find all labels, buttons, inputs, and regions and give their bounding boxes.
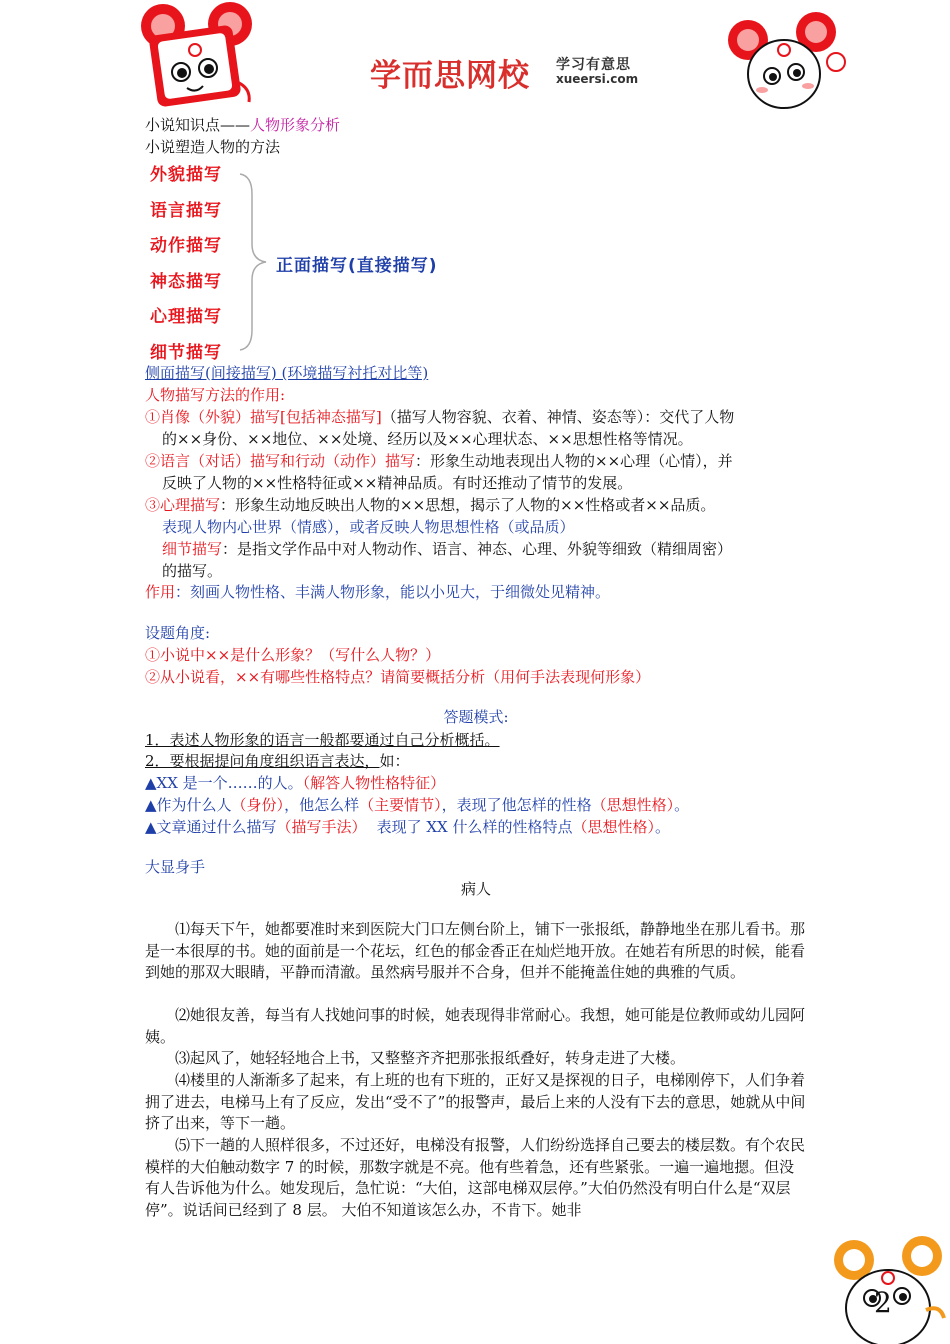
method-action: 动作描写 <box>150 236 222 256</box>
function-detail-cont: 的描写。 <box>162 562 223 580</box>
brace-icon <box>236 172 276 352</box>
functions-heading: 人物描写方法的作用: <box>145 386 286 404</box>
method-expression: 神态描写 <box>150 272 222 292</box>
mascot-right-icon <box>718 10 853 115</box>
story-paragraph-3: ⑶起风了，她轻轻地合上书，又整整齐齐把那张报纸叠好，转身走进了大楼。 <box>175 1049 686 1067</box>
answer-template-2: ▲作为什么人（身份），他怎么样（主要情节），表现了他怎样的性格（思想性格）。 <box>145 796 690 814</box>
questions-heading: 设题角度: <box>145 624 211 642</box>
answer-heading: 答题模式: <box>443 708 509 726</box>
answer-template-1: ▲XX 是一个……的人。（解答人物性格特征） <box>145 774 446 792</box>
story-paragraph-5: ⑸下一趟的人照样很多，不过还好，电梯没有报警，人们纷纷选择自己要去的楼层数。有个农民模样的大伯触动数字 7 的时候，那数字就是不亮。他有些着急，还有些紧张。一遍一遍地摁。但没有人告诉他为什么。她发现后，急忙说：“大伯，这部电梯双层停。”大伯仍然没有明白什么是“双层停”。说话间已经到了 8 层。 大伯不知道该怎么办，不肯下。她非 <box>145 1136 806 1219</box>
brand-slogan: 学习有意思 <box>556 57 631 73</box>
story-paragraph-4: ⑷楼里的人渐渐多了起来，有上班的也有下班的，正好又是探视的日子，电梯刚停下，人们争着拥了进去，电梯马上有了反应，发出“受不了”的报警声，最后上来的人没有下去的意思，她就从中间挤了出来，等下一趟。 <box>145 1071 806 1132</box>
function-psychology-note: 表现人物内心世界（情感），或者反映人物思想性格（或品质） <box>162 518 575 536</box>
story-paragraph-1: ⑴每天下午，她都要准时来到医院大门口左侧台阶上，铺下一张报纸，静静地坐在那儿看书。那是一本很厚的书。她的面前是一个花坛，红色的郁金香正在灿烂地开放。在她若有所思的时候，能看到她的那双大眼睛，平静而清澈。虽然病号服并不合身，但并不能掩盖住她的典雅的气质。 <box>145 920 806 981</box>
method-detail: 细节描写 <box>150 343 222 363</box>
story-title: 病人 <box>460 880 491 898</box>
practice-heading: 大显身手 <box>145 858 206 876</box>
method-psychology: 心理描写 <box>150 307 222 327</box>
methods-title: 小说塑造人物的方法 <box>145 138 281 156</box>
function-portrait-cont: 的××身份、××地位、××处境、经历以及××心理状态、××思想性格等情况。 <box>162 430 693 448</box>
method-appearance: 外貌描写 <box>150 165 222 185</box>
page-number: 2 <box>874 1286 892 1319</box>
topic-line: 小说知识点——人物形象分析 <box>145 116 341 134</box>
answer-template-3: ▲文章通过什么描写（描写手法） 表现了 XX 什么样的性格特点（思想性格）。 <box>145 818 670 836</box>
brand-logo <box>370 50 639 94</box>
topic-highlight: 人物形象分析 <box>250 116 341 134</box>
function-detail: 细节描写：是指文学作品中对人物动作、语言、神态、心理、外貌等细致（精细周密） <box>162 540 733 558</box>
function-dialogue-cont: 反映了人物的××性格特征或××精神品质。有时还推动了情节的发展。 <box>162 474 633 492</box>
answer-rule-1: 1．表述人物形象的语言一般都要通过自己分析概括。 <box>145 731 500 749</box>
brand-name: 学而思网校 <box>370 58 530 94</box>
method-language: 语言描写 <box>150 201 222 221</box>
direct-description-label: 正面描写(直接描写) <box>276 256 438 276</box>
answer-rule-2: 2．要根据提问角度组织语言表达，如： <box>145 752 410 770</box>
question-2: ②从小说看，××有哪些性格特点？请简要概括分析（用何手法表现何形象） <box>145 668 651 686</box>
function-effect: 作用：刻画人物性格、丰满人物形象，能以小见大，于细微处见精神。 <box>145 583 611 601</box>
function-dialogue: ②语言（对话）描写和行动（动作）描写：形象生动地表现出人物的××心理（心情），并 <box>145 452 733 470</box>
question-1: ①小说中××是什么形象？（写什么人物？） <box>145 646 441 664</box>
indirect-description-label: 侧面描写(间接描写) (环境描写衬托对比等) <box>145 364 429 382</box>
mascot-left-icon <box>135 2 260 112</box>
brand-domain: xueersi.com <box>556 72 639 86</box>
story-paragraph-2: ⑵她很友善，每当有人找她问事的时候，她表现得非常耐心。我想，她可能是位教师或幼儿园阿姨。 <box>145 1006 806 1046</box>
function-portrait: ①肖像（外貌）描写[包括神态描写]（描写人物容貌、衣着、神情、姿态等）：交代了人物 <box>145 408 735 426</box>
function-psychology: ③心理描写：形象生动地反映出人物的××思想，揭示了人物的××性格或者××品质。 <box>145 496 716 514</box>
